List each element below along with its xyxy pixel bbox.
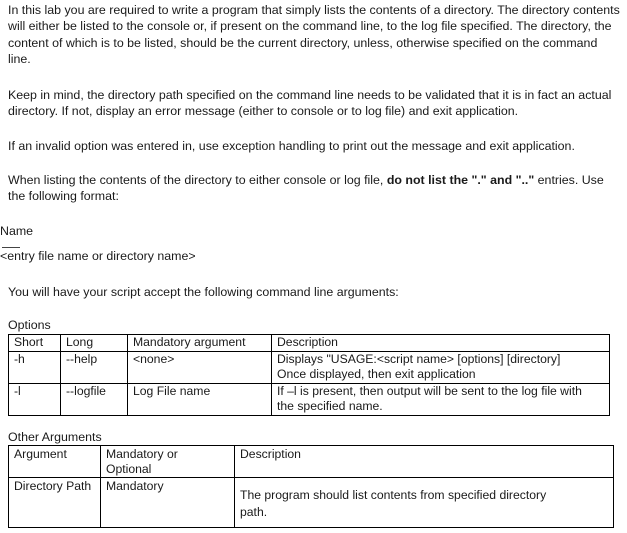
option-description (272, 384, 610, 416)
header-mandatory-argument: Mandatory argument (128, 335, 272, 352)
argument-description-line: path. (240, 505, 268, 519)
other-header-row (9, 446, 614, 478)
listing-text-pre: When listing the contents of the directory to either console or log file, (8, 173, 387, 187)
option-description-line: the specified name. (277, 399, 383, 413)
format-entry-line: <entry file name or directory name> (0, 249, 196, 263)
validation-paragraph: Keep in mind, the directory path specified on the command line needs to be validated that it is in fact an actual directory. If not, display an error message (either to console or to log file) and exit application. (8, 88, 612, 119)
option-short: -l (9, 384, 61, 416)
invalid-option-paragraph: If an invalid option was entered in, use exception handling to print out the message and exit application. (8, 139, 575, 153)
option-mandatory: <none> (128, 352, 272, 384)
listing-text-post: entries. Use the following format: (8, 173, 604, 204)
option-long: --logfile (61, 384, 128, 416)
listing-text-bold: do not list the "." and ".." (386, 173, 535, 187)
option-mandatory: Log File name (128, 384, 272, 416)
header-description: Description (235, 446, 614, 478)
options-table (8, 334, 610, 416)
option-description-line: Displays "USAGE:<script name> [options] [directory] (277, 352, 561, 366)
header-short: Short (9, 335, 61, 352)
options-caption: Options (8, 318, 51, 332)
option-description-line: Once displayed, then exit application (277, 367, 476, 381)
argument-name: Directory Path (9, 478, 101, 528)
arguments-intro-paragraph: You will have your script accept the following command line arguments: (8, 285, 399, 299)
header-mandatory-or-optional (101, 446, 235, 478)
option-description (272, 352, 610, 384)
argument-mandatory: Mandatory (101, 478, 235, 528)
option-long: --help (61, 352, 128, 384)
argument-description-line: The program should list contents from specified directory (240, 488, 547, 502)
other-arguments-table (8, 445, 614, 528)
header-description: Description (272, 335, 610, 352)
listing-paragraph (8, 172, 620, 205)
argument-description (235, 478, 614, 528)
header-argument: Argument (9, 446, 101, 478)
header-optional-line: Optional (106, 462, 152, 476)
table-row (9, 384, 610, 416)
header-mandatory-line: Mandatory or (106, 447, 178, 461)
option-description-line: If –l is present, then output will be sent to the log file with (277, 384, 582, 398)
table-row (9, 478, 614, 528)
intro-paragraph: In this lab you are required to write a program that simply lists the contents of a directory. The directory contents will either be listed to the console or, if present on the command line, to the log file specified. The directory, the content of which is to be listed, should be the current directory, unless, otherwise specified on the command line. (8, 3, 620, 67)
header-long: Long (61, 335, 128, 352)
table-row (9, 352, 610, 384)
format-name-header: Name (0, 224, 34, 238)
option-short: -h (9, 352, 61, 384)
options-header-row (9, 335, 610, 352)
other-arguments-caption: Other Arguments (8, 430, 102, 444)
